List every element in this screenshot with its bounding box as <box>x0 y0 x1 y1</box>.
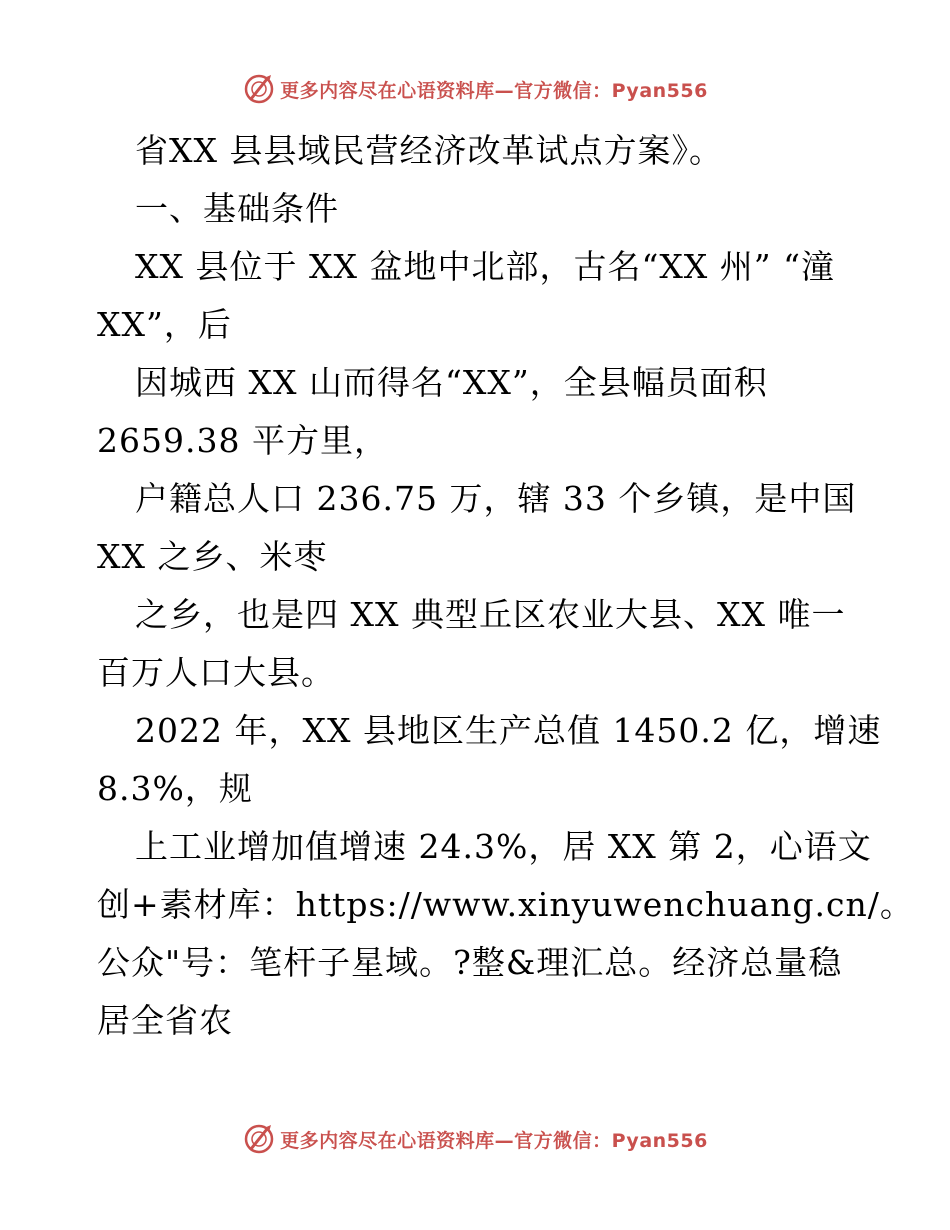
header-watermark <box>0 72 950 106</box>
document-body <box>97 122 914 1050</box>
text-line: 公众"号：笔杆子星域。?整&理汇总。经济总量稳 <box>97 943 843 982</box>
text-line: 之乡，也是四 XX 典型丘区农业大县、XX 唯一 <box>135 595 846 634</box>
text-line: 省XX 县县域民营经济改革试点方案》。 <box>135 131 723 170</box>
text-line: 创+素材库：https://www.xinyuwenchuang.cn/。 <box>97 885 914 924</box>
text-line: 上工业增加值增速 24.3%，居 XX 第 2，心语文 <box>135 827 872 866</box>
text-line: 2659.38 平方里， <box>97 421 388 460</box>
text-line: XX”，后 <box>97 305 232 344</box>
text-line: 居全省农 <box>97 1001 233 1040</box>
seal-logo-icon <box>242 72 276 106</box>
seal-logo-icon <box>242 1122 276 1156</box>
text-line: 2022 年，XX 县地区生产总值 1450.2 亿，增速 <box>135 711 882 750</box>
footer-watermark <box>0 1122 950 1156</box>
text-line: 户籍总人口 236.75 万，辖 33 个乡镇，是中国 <box>135 479 857 518</box>
text-line: 8.3%，规 <box>97 769 253 808</box>
watermark-text: 更多内容尽在心语资料库—官方微信：Pyan556 <box>280 1129 708 1152</box>
text-line: XX 之乡、米枣 <box>97 537 328 576</box>
watermark-text: 更多内容尽在心语资料库—官方微信：Pyan556 <box>280 79 708 102</box>
text-line: 因城西 XX 山而得名“XX”，全县幅员面积 <box>135 363 768 402</box>
text-line: 百万人口大县。 <box>97 653 335 692</box>
text-line: XX 县位于 XX 盆地中北部，古名“XX 州” “潼 <box>135 247 836 286</box>
text-line: 一、基础条件 <box>135 189 339 228</box>
